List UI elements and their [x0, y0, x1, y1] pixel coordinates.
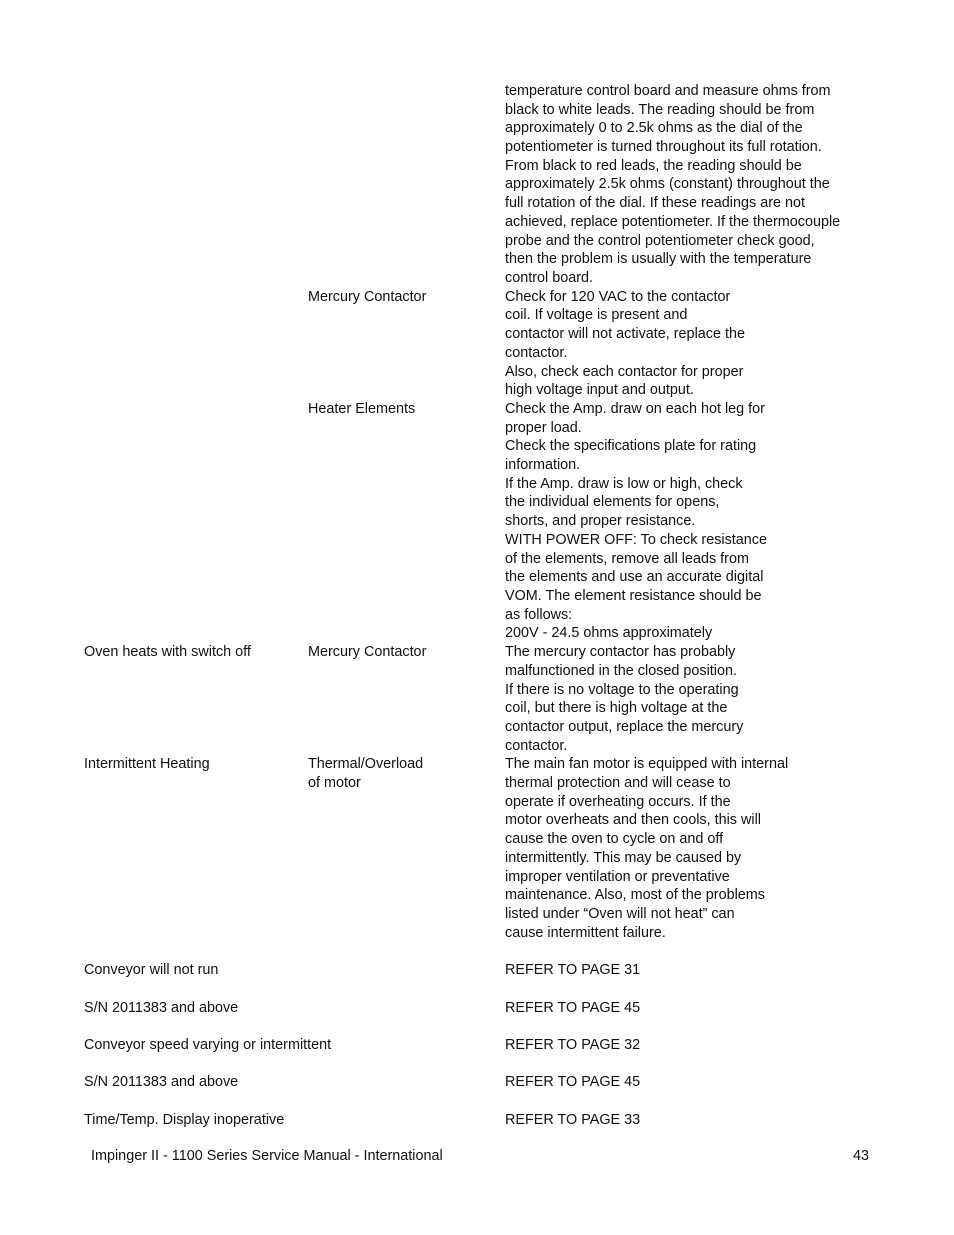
remedy-line: contactor will not activate, replace the [505, 326, 745, 342]
remedy-line: The main fan motor is equipped with internal [505, 756, 789, 772]
remedy-line: contactor output, replace the mercury [505, 719, 744, 735]
remedy-line: Check the Amp. draw on each hot leg for [505, 401, 765, 417]
remedy-line: control board. [505, 270, 593, 286]
ref-label: Time/Temp. Display inoperative [84, 1112, 285, 1128]
remedy-line: of the elements, remove all leads from [505, 551, 749, 567]
remedy-line: WITH POWER OFF: To check resistance [505, 532, 768, 548]
page-reference: REFER TO PAGE 33 [505, 1112, 641, 1128]
remedy-line: If there is no voltage to the operating [505, 682, 739, 698]
remedy-line: probe and the control potentiometer check good, [505, 233, 815, 249]
cause-cell: Heater Elements [308, 401, 416, 417]
page-reference: REFER TO PAGE 45 [505, 1000, 641, 1016]
remedy-line: achieved, replace potentiometer. If the thermocouple [505, 214, 841, 230]
remedy-line: the individual elements for opens, [505, 494, 720, 510]
problem-cell: Oven heats with switch off [84, 644, 251, 660]
cause-cell: Mercury Contactor [308, 289, 427, 305]
remedy-line: Also, check each contactor for proper [505, 364, 744, 380]
remedy-line: 200V - 24.5 ohms approximately [505, 625, 713, 641]
remedy-line: Check for 120 VAC to the contactor [505, 289, 731, 305]
ref-label: S/N 2011383 and above [84, 1000, 239, 1016]
remedy-line: operate if overheating occurs. If the [505, 794, 731, 810]
remedy-line: thermal protection and will cease to [505, 775, 731, 791]
remedy-line: Check the specifications plate for rating [505, 438, 757, 454]
problem-cell: Intermittent Heating [84, 756, 210, 772]
remedy-line: motor overheats and then cools, this will [505, 812, 761, 828]
remedy-line: The mercury contactor has probably [505, 644, 736, 660]
remedy-line: temperature control board and measure ohms from [505, 83, 831, 99]
remedy-line: information. [505, 457, 581, 473]
remedy-line: high voltage input and output. [505, 382, 694, 398]
ref-label: S/N 2011383 and above [84, 1074, 239, 1090]
remedy-line: approximately 2.5k ohms (constant) throughout the [505, 176, 830, 192]
footer-title: Impinger II - 1100 Series Service Manual - International [91, 1148, 443, 1164]
remedy-line: From black to red leads, the reading should be [505, 158, 802, 174]
remedy-line: coil, but there is high voltage at the [505, 700, 728, 716]
cause-cell: of motor [308, 775, 361, 791]
remedy-line: cause intermittent failure. [505, 925, 666, 941]
remedy-line: black to white leads. The reading should be from [505, 102, 815, 118]
remedy-line: cause the oven to cycle on and off [505, 831, 724, 847]
remedy-line: contactor. [505, 738, 568, 754]
remedy-line: potentiometer is turned throughout its full rotation. [505, 139, 822, 155]
page-number: 43 [853, 1148, 870, 1164]
page-reference: REFER TO PAGE 32 [505, 1037, 641, 1053]
remedy-line: proper load. [505, 420, 582, 436]
remedy-line: contactor. [505, 345, 568, 361]
ref-label: Conveyor will not run [84, 962, 219, 978]
remedy-line: maintenance. Also, most of the problems [505, 887, 765, 903]
page-reference: REFER TO PAGE 45 [505, 1074, 641, 1090]
remedy-line: intermittently. This may be caused by [505, 850, 742, 866]
remedy-line: malfunctioned in the closed position. [505, 663, 737, 679]
remedy-line: full rotation of the dial. If these readings are not [505, 195, 805, 211]
remedy-line: as follows: [505, 607, 573, 623]
cause-cell: Mercury Contactor [308, 644, 427, 660]
remedy-line: the elements and use an accurate digital [505, 569, 764, 585]
remedy-line: improper ventilation or preventative [505, 869, 730, 885]
remedy-line: If the Amp. draw is low or high, check [505, 476, 743, 492]
remedy-line: approximately 0 to 2.5k ohms as the dial of the [505, 120, 803, 136]
remedy-line: shorts, and proper resistance. [505, 513, 696, 529]
cause-cell: Thermal/Overload [308, 756, 424, 772]
ref-label: Conveyor speed varying or intermittent [84, 1037, 332, 1053]
remedy-line: VOM. The element resistance should be [505, 588, 762, 604]
page-reference: REFER TO PAGE 31 [505, 962, 641, 978]
remedy-line: then the problem is usually with the temperature [505, 251, 812, 267]
remedy-line: coil. If voltage is present and [505, 307, 688, 323]
remedy-line: listed under “Oven will not heat” can [505, 906, 735, 922]
